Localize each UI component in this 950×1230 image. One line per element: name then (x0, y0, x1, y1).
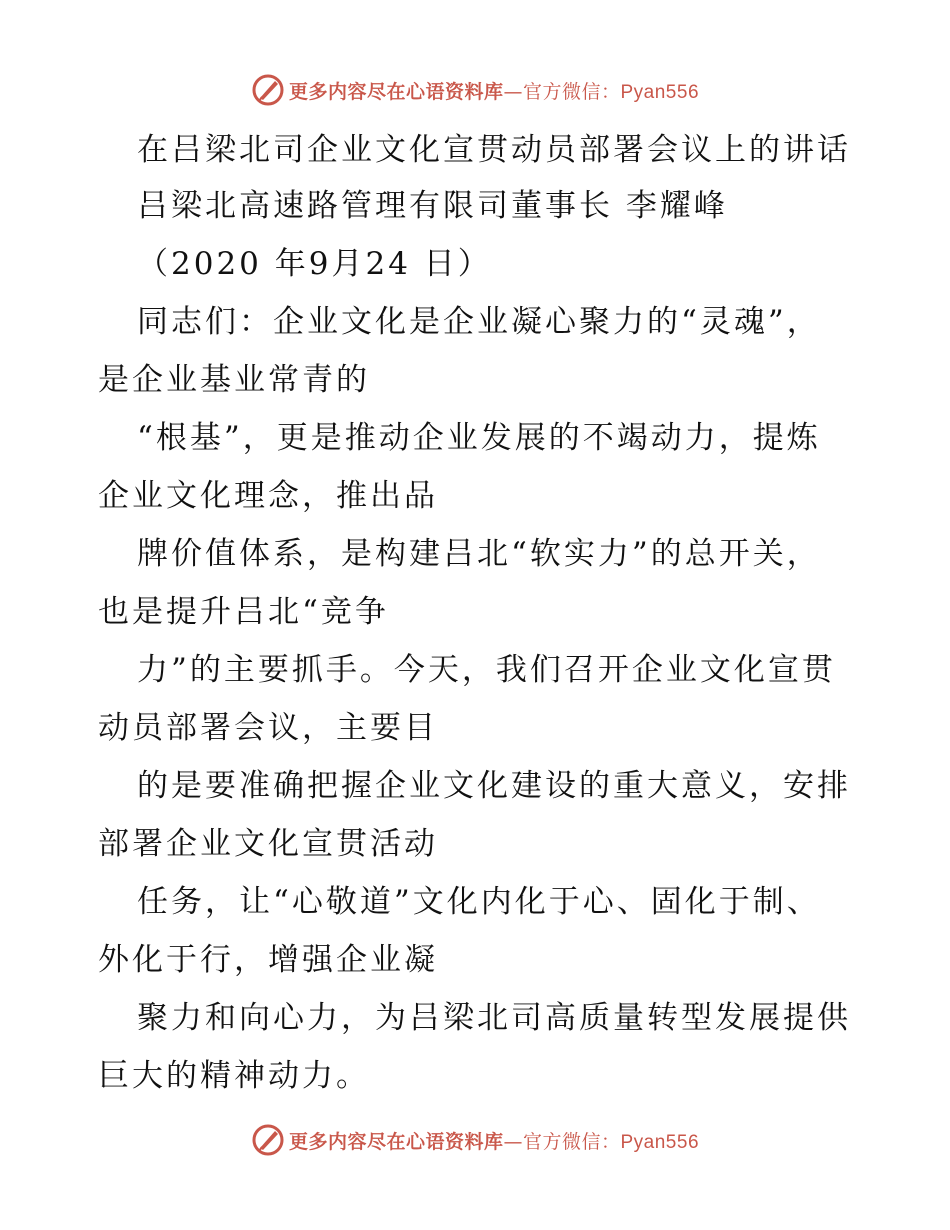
paragraph-line: 企业文化理念，推出品 (98, 478, 438, 514)
document-date: （2020 年9月24 日） (137, 246, 492, 282)
watermark-label: 官方微信： (522, 1130, 621, 1153)
paragraph-line: 牌价值体系，是构建吕北“软实力”的总开关， (137, 536, 821, 572)
watermark-label: 官方微信： (522, 80, 621, 103)
paragraph-line: 动员部署会议，主要目 (98, 710, 438, 746)
paragraph-line: 外化于行，增强企业凝 (98, 942, 438, 978)
watermark-brand: 更多内容尽在心语资料库 (288, 80, 504, 103)
paragraph-line: 聚力和向心力，为吕梁北司高质量转型发展提供 (137, 1000, 851, 1036)
paragraph-line: 也是提升吕北“竞争 (98, 594, 389, 630)
document-title: 在吕梁北司企业文化宣贯动员部署会议上的讲话 (137, 132, 851, 168)
document-speaker: 吕梁北高速路管理有限司董事长 李耀峰 (137, 188, 728, 224)
paragraph-line: 力”的主要抓手。今天，我们召开企业文化宣贯 (137, 652, 836, 688)
paragraph-line: 的是要准确把握企业文化建设的重大意义，安排 (137, 768, 851, 804)
watermark-separator: — (503, 1130, 523, 1153)
paragraph-line: 同志们：企业文化是企业凝心聚力的“灵魂”， (137, 304, 821, 340)
paragraph-line: 任务，让“心敬道”文化内化于心、固化于制、 (137, 884, 821, 920)
paragraph-line: “根基”，更是推动企业发展的不竭动力，提炼 (137, 420, 821, 456)
watermark-separator: — (503, 80, 523, 103)
paragraph-line: 巨大的精神动力。 (98, 1058, 370, 1094)
quill-logo-icon (251, 73, 285, 107)
paragraph-line: 是企业基业常青的 (98, 362, 370, 398)
footer-watermark (0, 1120, 950, 1160)
header-watermark (0, 70, 950, 110)
quill-logo-icon (251, 1123, 285, 1157)
watermark-wechat-id: Pyan556 (620, 81, 700, 103)
paragraph-line: 部署企业文化宣贯活动 (98, 826, 438, 862)
watermark-brand: 更多内容尽在心语资料库 (288, 1130, 504, 1153)
watermark-wechat-id: Pyan556 (620, 1131, 700, 1153)
